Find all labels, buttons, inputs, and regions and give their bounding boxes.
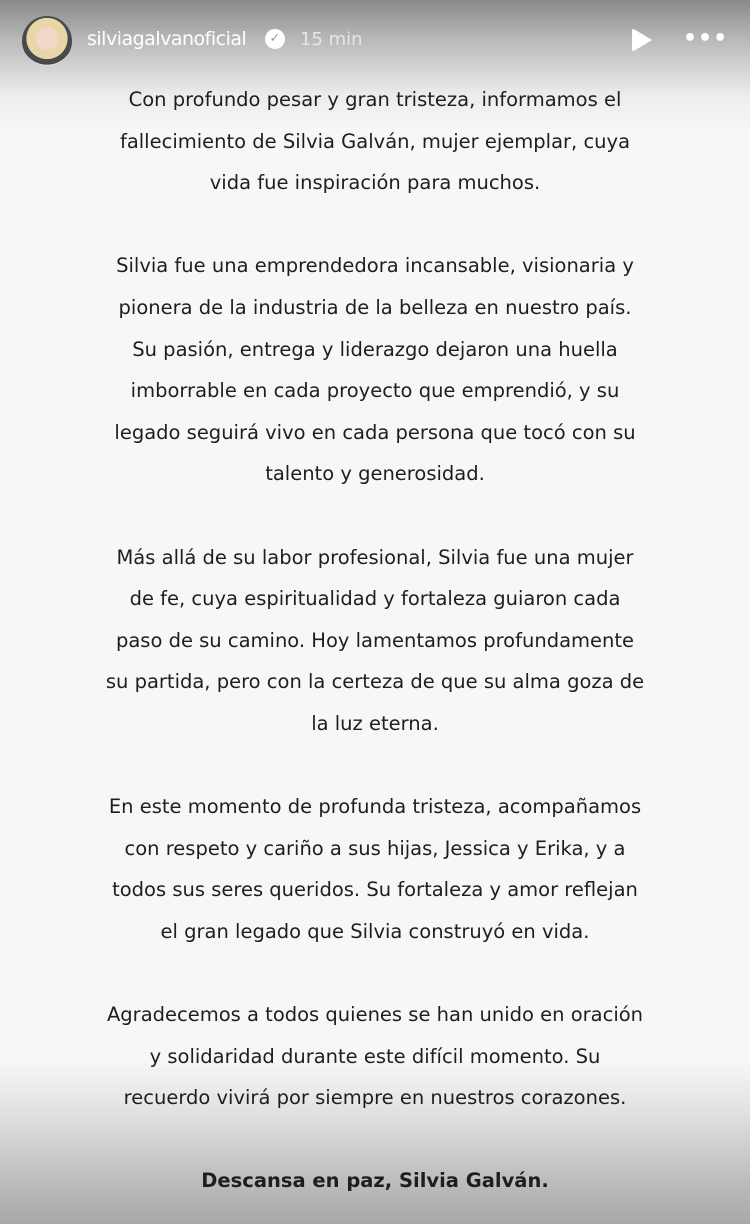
post-time: 15 min [300, 29, 363, 50]
text-line: el gran legado que Silvia construyó en vida. [160, 919, 590, 943]
more-options-icon[interactable]: ••• [683, 26, 729, 51]
text-line: talento y generosidad. [265, 462, 485, 486]
blank-line [0, 1119, 750, 1161]
text-line: En este momento de profunda tristeza, acompañamos [108, 795, 642, 819]
text-line: imborrable en cada proyecto que emprendió, y su [130, 379, 620, 403]
story-text [0, 79, 750, 1202]
text-line: de fe, cuya espiritualidad y fortaleza guiaron cada [129, 587, 621, 611]
blank-line [0, 745, 750, 787]
username[interactable]: silviagalvanoficial [87, 28, 247, 50]
text-line: todos sus seres queridos. Su fortaleza y amor reflejan [112, 878, 638, 902]
text-line: Con profundo pesar y gran tristeza, informamos el [128, 88, 622, 111]
blank-line [0, 495, 750, 537]
text-line: la luz eterna. [311, 711, 439, 735]
text-line: Agradecemos a todos quienes se han unido en oración [106, 1003, 644, 1027]
text-line: vida fue inspiración para muchos. [209, 171, 541, 195]
verified-badge-icon: ✓ [265, 29, 285, 49]
text-line: paso de su camino. Hoy lamentamos profundamente [115, 628, 635, 652]
text-line: Silvia fue una emprendedora incansable, visionaria y [116, 254, 634, 278]
text-line: Más allá de su labor profesional, Silvia fue una mujer [116, 545, 634, 569]
text-line: y solidaridad durante este difícil momento. Su [149, 1044, 601, 1068]
avatar[interactable] [22, 16, 72, 66]
blank-line [0, 952, 750, 994]
text-line: recuerdo vivirá por siempre en nuestros corazones. [123, 1086, 627, 1110]
text-line: legado seguirá vivo en cada persona que tocó con su [114, 420, 636, 444]
text-line: fallecimiento de Silvia Galván, mujer ejemplar, cuya [119, 129, 631, 153]
text-line: con respeto y cariño a sus hijas, Jessica y Erika, y a [124, 836, 626, 860]
story-header [0, 0, 750, 80]
text-line: su partida, pero con la certeza de que su alma goza de [105, 670, 645, 694]
blank-line [0, 204, 750, 246]
play-icon[interactable] [632, 28, 652, 52]
text-line: pionera de la industria de la belleza en nuestro país. [118, 295, 632, 319]
closing-line: Descansa en paz, Silvia Galván. [201, 1169, 549, 1193]
text-line: Su pasión, entrega y liderazgo dejaron una huella [132, 337, 618, 361]
